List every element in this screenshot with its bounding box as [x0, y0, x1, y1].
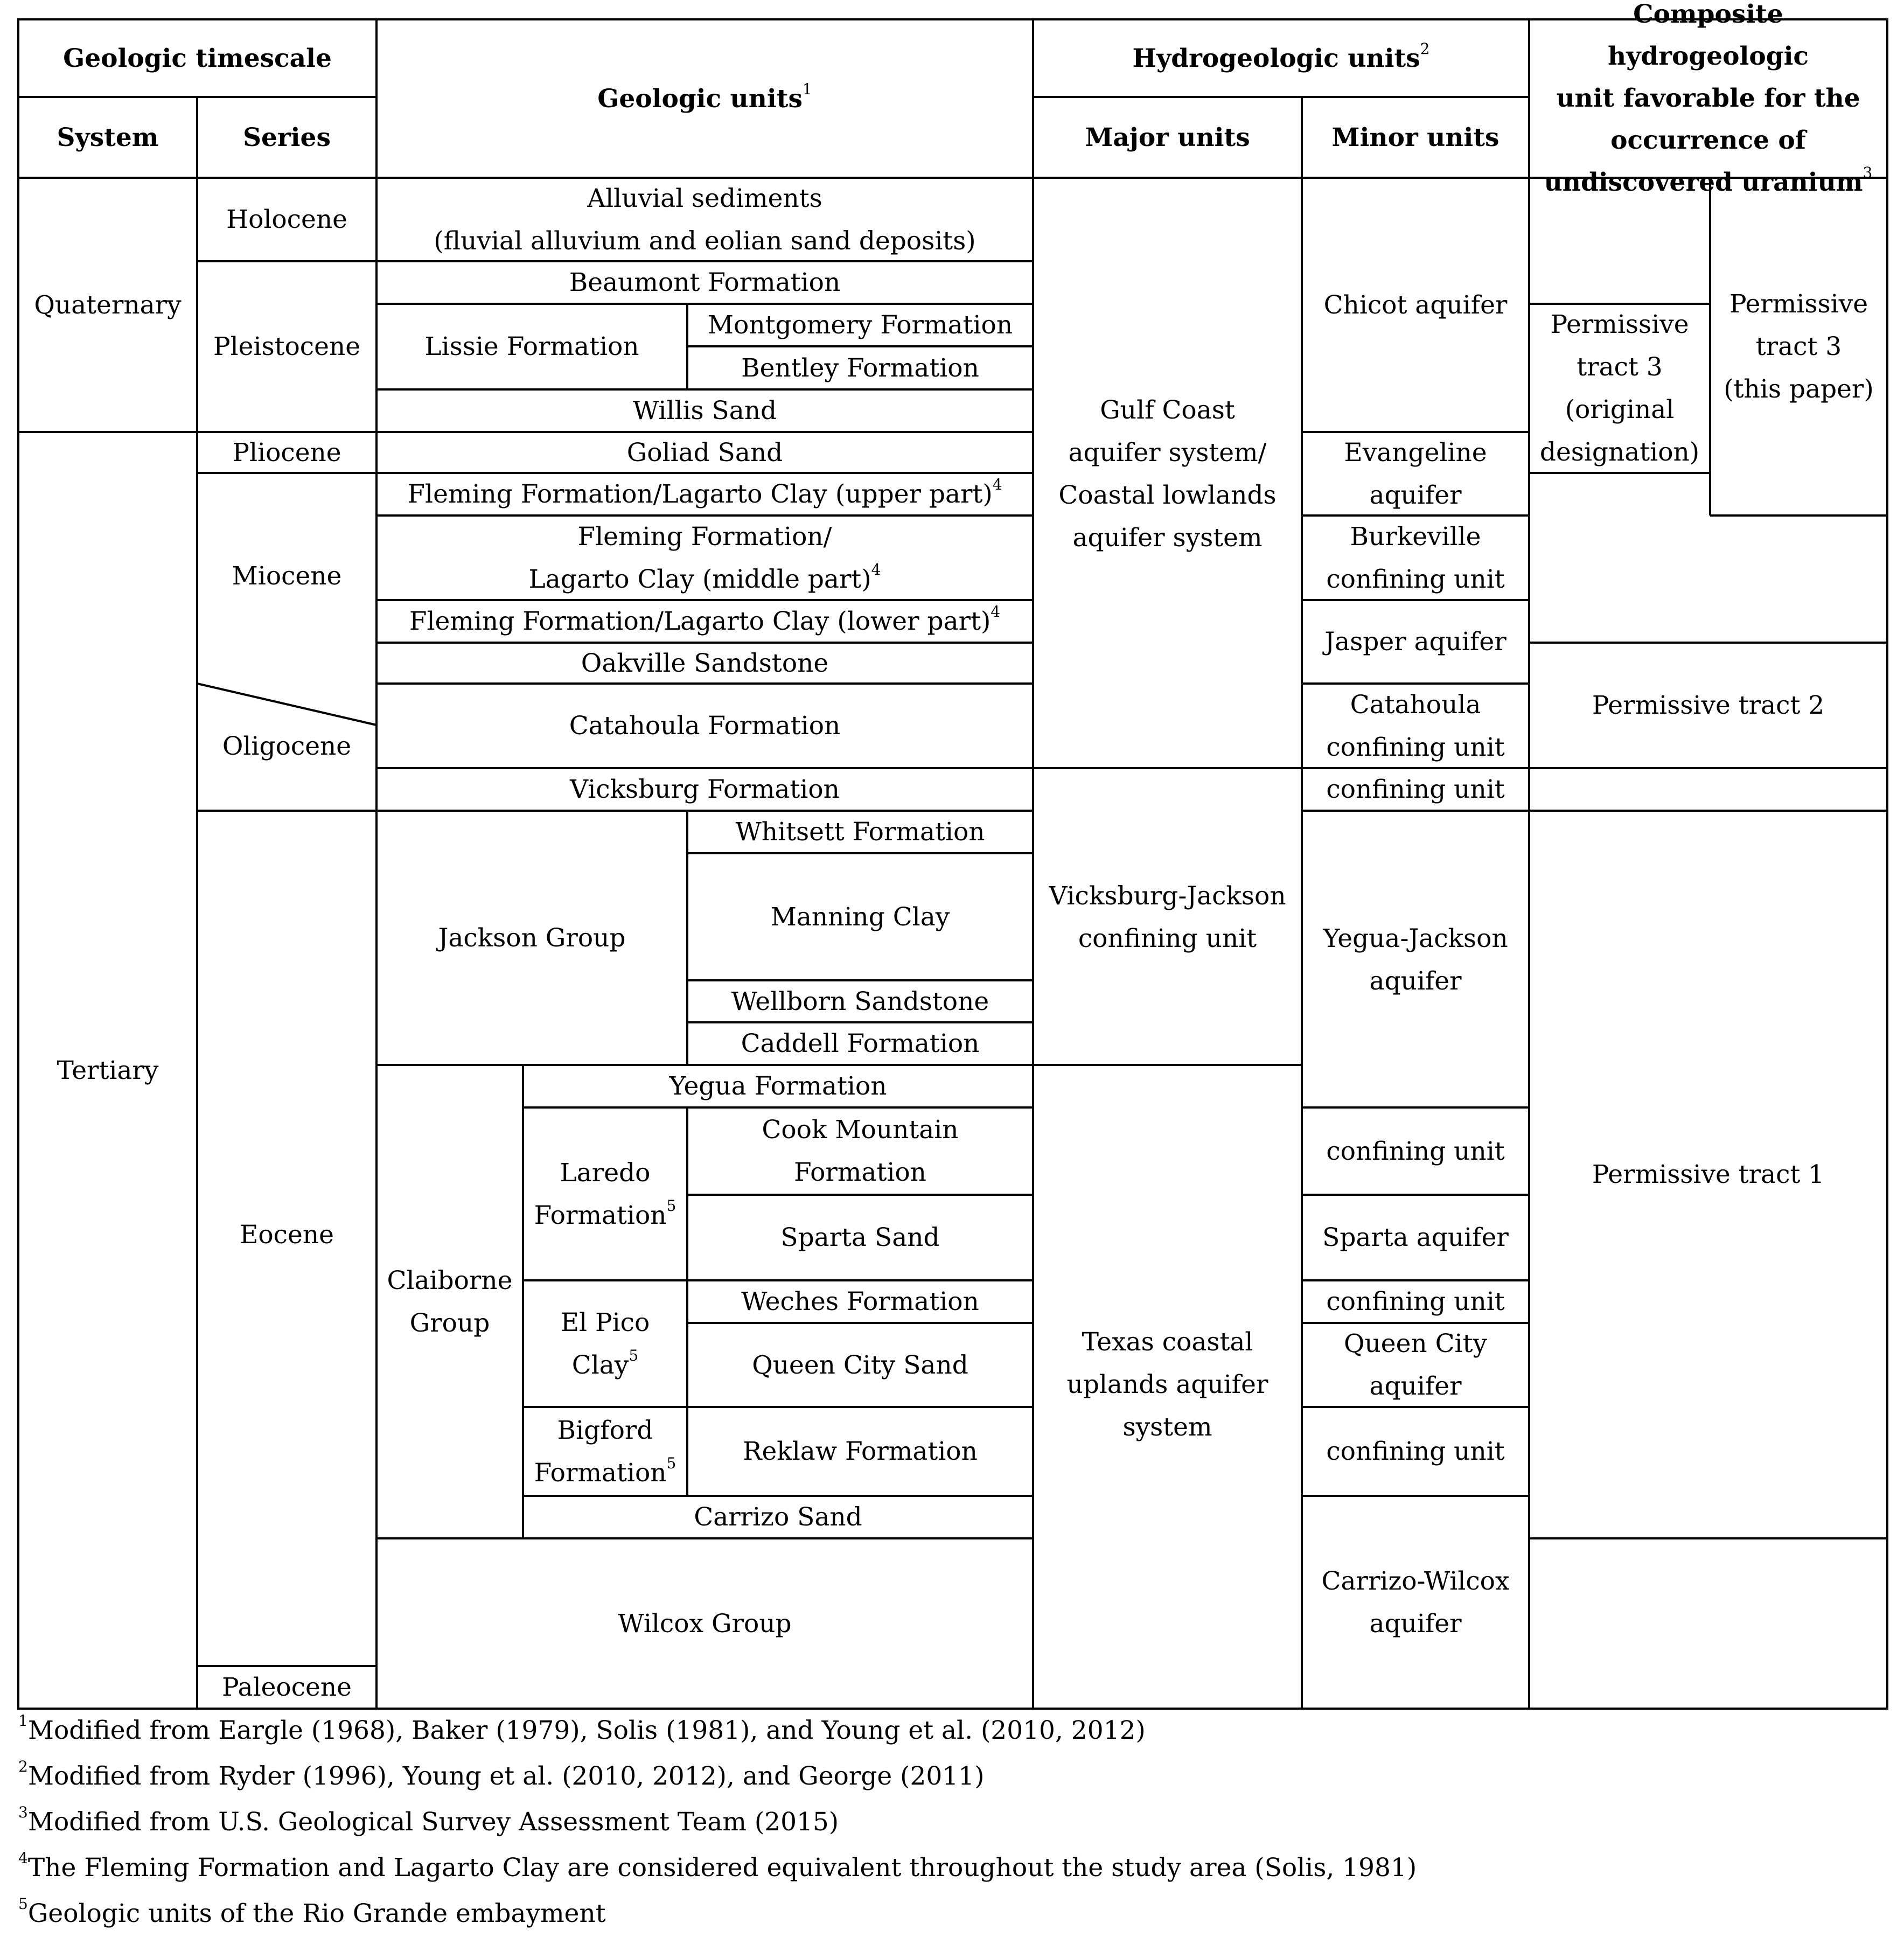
wellborn-sandstone: Wellborn Sandstone [731, 986, 989, 1016]
queen-city-sand: Queen City Sand [752, 1350, 968, 1380]
system-header: System [57, 122, 159, 152]
composite-unit-header: Composite hydrogeologic unit favorable for the occurrence of undiscovered uranium$^3$ [1544, 0, 1873, 197]
series-eocene: Eocene [240, 1220, 334, 1250]
vicksburg-formation: Vicksburg Formation [570, 775, 840, 804]
series-pleistocene: Pleistocene [213, 332, 361, 361]
whitsett-formation: Whitsett Formation [735, 817, 985, 847]
system-quaternary: Quaternary [34, 290, 182, 320]
laredo-formation: Laredo Formation$^5$ [534, 1158, 676, 1230]
yegua-formation: Yegua Formation [669, 1071, 887, 1101]
oakville-sandstone: Oakville Sandstone [581, 648, 829, 678]
bentley-formation: Bentley Formation [741, 353, 979, 383]
cook-mountain-confining-unit: confining unit [1326, 1136, 1505, 1166]
sparta-sand: Sparta Sand [780, 1223, 940, 1252]
footnote-4: $^4$The Fleming Formation and Lagarto Clay are considered equivalent throughout the study area (Solis, 1981) [18, 1849, 1417, 1883]
series-miocene: Miocene [232, 561, 342, 591]
gulf-coast-aquifer-system: Gulf Coast aquifer system/ Coastal lowlands aquifer system [1058, 395, 1277, 553]
manning-clay: Manning Clay [770, 902, 950, 932]
system-tertiary: Tertiary [57, 1055, 159, 1085]
evangeline-aquifer: Evangeline aquifer [1344, 437, 1487, 510]
chicot-aquifer: Chicot aquifer [1323, 290, 1508, 320]
lissie-formation: Lissie Formation [424, 332, 639, 361]
footnote-5: $^5$Geologic units of the Rio Grande embayment [18, 1895, 606, 1928]
major-units-header: Major units [1085, 122, 1250, 152]
willis-sand: Willis Sand [632, 396, 777, 426]
yegua-jackson-aquifer: Yegua-Jackson aquifer [1323, 924, 1508, 996]
permissive-tract-3-this-paper: Permissive tract 3 (this paper) [1724, 289, 1874, 404]
weches-formation: Weches Formation [741, 1287, 979, 1316]
series-paleocene: Paleocene [222, 1673, 352, 1702]
montgomery-formation: Montgomery Formation [707, 310, 1013, 340]
geologic-units-header: Geologic units$^1$ [597, 80, 812, 114]
caddell-formation: Caddell Formation [741, 1029, 980, 1058]
footnote-1: $^1$Modified from Eargle (1968), Baker (1979), Solis (1981), and Young et al. (2010, 2012) [18, 1712, 1146, 1745]
series-pliocene: Pliocene [232, 437, 341, 468]
reklaw-formation: Reklaw Formation [743, 1437, 978, 1466]
vicksburg-confining-unit: confining unit [1326, 775, 1505, 804]
bigford-formation: Bigford Formation$^5$ [534, 1415, 676, 1488]
reklaw-confining-unit: confining unit [1326, 1437, 1505, 1466]
el-pico-clay: El Pico Clay$^5$ [560, 1307, 650, 1380]
alluvial-sediments: Alluvial sediments (fluvial alluvium and eolian sand deposits) [434, 183, 976, 256]
jackson-group: Jackson Group [438, 923, 626, 953]
permissive-tract-3-original: Permissive tract 3 (original designation) [1539, 310, 1700, 467]
cook-mountain-formation: Cook Mountain Formation [762, 1115, 959, 1187]
footnote-2: $^2$Modified from Ryder (1996), Young et al. (2010, 2012), and George (2011) [18, 1758, 985, 1791]
footnote-3: $^3$Modified from U.S. Geological Survey Assessment Team (2015) [18, 1803, 839, 1837]
goliad-sand: Goliad Sand [626, 437, 783, 468]
claiborne-group: Claiborne Group [387, 1265, 513, 1338]
jasper-aquifer: Jasper aquifer [1324, 627, 1507, 657]
vicksburg-jackson-confining-unit: Vicksburg-Jackson confining unit [1049, 881, 1286, 953]
burkeville-confining-unit: Burkeville confining unit [1326, 521, 1505, 594]
weches-confining-unit: confining unit [1326, 1287, 1505, 1316]
catahoula-formation: Catahoula Formation [569, 711, 841, 741]
sparta-aquifer: Sparta aquifer [1322, 1223, 1509, 1252]
permissive-tract-2: Permissive tract 2 [1592, 691, 1825, 720]
series-holocene: Holocene [226, 205, 347, 234]
series-header: Series [243, 122, 331, 152]
texas-coastal-uplands-aquifer-system: Texas coastal uplands aquifer system [1066, 1327, 1268, 1442]
wilcox-group: Wilcox Group [618, 1608, 792, 1639]
catahoula-confining-unit: Catahoula confining unit [1326, 689, 1505, 762]
carrizo-wilcox-aquifer: Carrizo-Wilcox aquifer [1321, 1566, 1510, 1639]
hydrogeologic-units-header: Hydrogeologic units$^2$ [1132, 39, 1430, 73]
permissive-tract-1: Permissive tract 1 [1592, 1160, 1825, 1189]
series-oligocene: Oligocene [222, 731, 352, 761]
fleming-upper-part: Fleming Formation/Lagarto Clay (upper part)$^4$ [407, 476, 1002, 509]
minor-units-header: Minor units [1331, 122, 1500, 152]
fleming-lower-part: Fleming Formation/Lagarto Clay (lower part)$^4$ [409, 603, 1001, 636]
carrizo-sand: Carrizo Sand [694, 1502, 862, 1532]
beaumont-formation: Beaumont Formation [569, 268, 841, 297]
queen-city-aquifer: Queen City aquifer [1343, 1329, 1488, 1401]
fleming-middle-part: Fleming Formation/ Lagarto Clay (middle part)$^4$ [528, 521, 881, 594]
geologic-timescale-header: Geologic timescale [63, 43, 332, 73]
